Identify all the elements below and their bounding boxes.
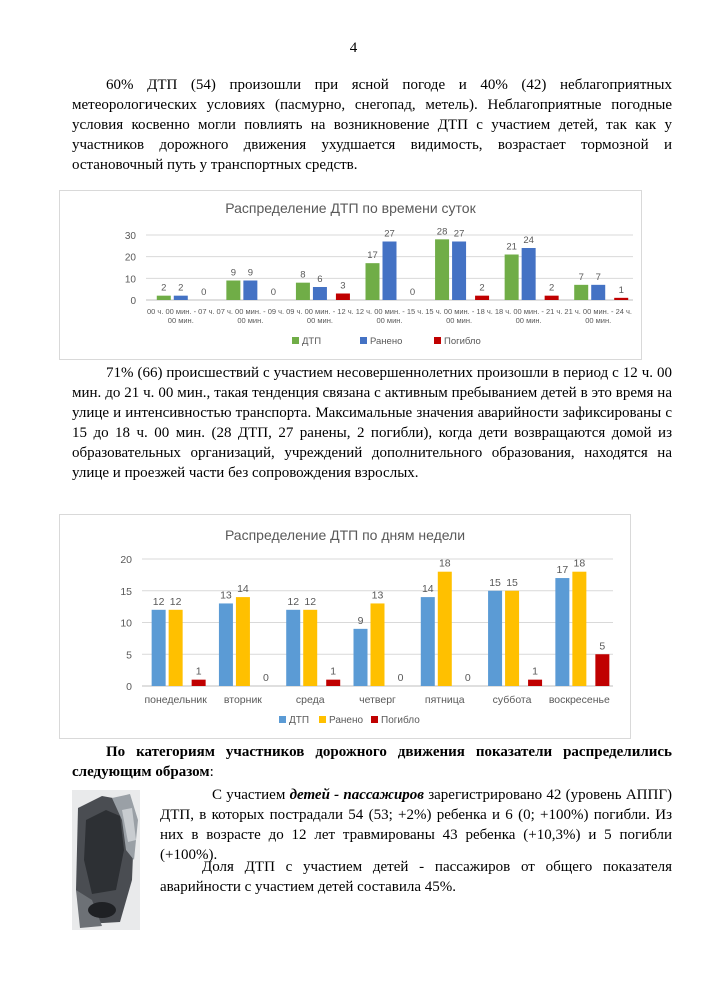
y-tick-label: 15 xyxy=(120,585,132,598)
bar-Ранено xyxy=(591,285,605,300)
data-label: 13 xyxy=(371,589,384,602)
y-tick-label: 10 xyxy=(124,274,136,286)
x-tick-label: 00 мин. xyxy=(306,316,333,325)
y-tick-label: 20 xyxy=(124,252,136,264)
x-tick-label: 12 ч. 00 мин. - 15 ч. xyxy=(355,307,424,316)
data-label: 17 xyxy=(556,564,569,577)
legend-label: ДТП xyxy=(289,715,310,726)
x-tick-label: вторник xyxy=(223,694,262,706)
legend-swatch xyxy=(360,337,367,344)
legend-label: Погибло xyxy=(381,715,420,726)
x-tick-label: 00 мин. xyxy=(376,316,403,325)
data-label: 28 xyxy=(436,226,448,238)
page-number: 4 xyxy=(349,40,358,56)
x-tick-label: 00 мин. xyxy=(446,316,473,325)
data-label: 0 xyxy=(397,672,404,684)
data-label: 8 xyxy=(300,269,306,281)
chart-day-of-week-svg xyxy=(60,515,630,738)
bar-Ранено xyxy=(236,597,250,686)
legend-label: Ранено xyxy=(329,715,364,726)
paragraph-weather-text: 60% ДТП (54) произошли при ясной погоде и 40% (42) неблагоприятных метеорологических условиях (пасмурно, снегопад, метель). Неблагоприятные погодные условия косвенно могли повлиять на возникновение ДТП с участием детей, так как у участников дорожного движения ухудшается видимость, возрастает тормозной и остановочный путь у транспортных средств. xyxy=(72,77,672,173)
data-label: 13 xyxy=(220,589,232,602)
data-label: 27 xyxy=(453,228,465,240)
legend-swatch xyxy=(279,716,286,723)
y-tick-label: 0 xyxy=(126,681,132,693)
bar-Погибло xyxy=(336,294,350,301)
legend-label: ДТП xyxy=(302,336,322,347)
data-label: 0 xyxy=(464,672,471,684)
data-label: 1 xyxy=(532,665,538,678)
x-tick-label: 21 ч. 00 мин. - 24 ч. xyxy=(564,307,633,316)
data-label: 12 xyxy=(169,595,182,608)
x-tick-label: 18 ч. 00 мин. - 21 ч. xyxy=(494,307,563,316)
x-tick-label: 15 ч. 00 мин. - 18 ч. xyxy=(425,307,493,316)
data-label: 0 xyxy=(270,287,277,298)
data-label: 0 xyxy=(409,287,416,298)
data-label: 9 xyxy=(357,614,364,627)
data-label: 1 xyxy=(195,665,202,678)
bar-Ранено xyxy=(174,296,188,300)
x-tick-label: понедельник xyxy=(144,694,207,706)
x-tick-label: пятница xyxy=(424,694,465,706)
data-label: 17 xyxy=(367,250,378,262)
bar-Ранено xyxy=(522,248,536,300)
bar-Погибло xyxy=(545,296,559,300)
passengers-text-pre: С участием xyxy=(212,787,290,803)
bar-ДТП xyxy=(226,281,240,301)
paragraph-passengers xyxy=(160,785,672,865)
data-label: 18 xyxy=(438,557,451,570)
bar-Ранено xyxy=(169,610,183,686)
bar-ДТП xyxy=(505,255,519,301)
data-label: 12 xyxy=(152,595,165,608)
bar-Ранено xyxy=(452,242,466,301)
y-tick-label: 5 xyxy=(126,649,132,662)
x-tick-label: 09 ч. 00 мин. - 12 ч. xyxy=(286,307,354,316)
bar-Ранено xyxy=(303,610,317,686)
bar-ДТП xyxy=(157,296,171,300)
paragraph-weather xyxy=(72,75,672,175)
bar-ДТП xyxy=(354,629,368,686)
bar-ДТП xyxy=(366,263,380,300)
data-label: 9 xyxy=(230,267,237,279)
legend-label: Погибло xyxy=(444,336,481,347)
legend-swatch xyxy=(434,337,441,344)
x-tick-label: 00 ч. 00 мин. - 07 ч. xyxy=(146,307,215,316)
paragraph-share xyxy=(160,857,672,897)
data-label: 15 xyxy=(506,576,518,589)
data-label: 2 xyxy=(479,282,485,294)
x-tick-label: среда xyxy=(295,694,325,706)
legend-swatch xyxy=(371,716,378,723)
passengers-text-post: зарегистрировано 42 (уровень АППГ) ДТП, в которых пострадали 54 (53; +2%) ребенка и 6 (0; +100%) погибли. Из них в возрасте до 12 лет травмированы 43 ребенка (+10,3%) и 5 погибли (+100%). xyxy=(160,787,672,863)
x-tick-label: 00 мин. xyxy=(585,316,612,325)
paragraph-time-text: 71% (66) происшествий с участием несовершеннолетних произошли в период с 12 ч. 00 мин. до 21 ч. 00 мин., такая тенденция связана с активным пребыванием детей в это время на улице и интенсивностью транспорта. Максимальные значения аварийности зафиксированы с 15 до 18 ч. 00 мин. (28 ДТП, 27 ранены, 2 погибли), когда дети возвращаются домой из образовательных организаций, учреждений дополнительного образования, находятся на улице и проезжей части без сопровождения взрослых. xyxy=(72,365,672,481)
bar-ДТП xyxy=(421,597,435,686)
bar-ДТП xyxy=(296,283,310,300)
x-tick-label: воскресенье xyxy=(548,694,610,706)
bar-ДТП xyxy=(488,591,502,686)
chart-title: Распределение ДТП по дням недели xyxy=(224,527,466,543)
chart-time-of-day xyxy=(59,190,642,360)
data-label: 21 xyxy=(506,241,517,253)
y-tick-label: 20 xyxy=(120,554,132,566)
data-label: 0 xyxy=(201,287,207,298)
paragraph-time xyxy=(72,363,672,483)
data-label: 12 xyxy=(304,595,317,608)
bar-ДТП xyxy=(435,239,449,300)
y-tick-label: 0 xyxy=(130,296,136,307)
x-tick-label: 00 мин. xyxy=(167,316,194,325)
passengers-emphasis: детей - пассажиров xyxy=(289,787,424,803)
data-label: 5 xyxy=(599,640,606,653)
x-tick-label: 07 ч. 00 мин. - 09 ч. xyxy=(216,307,285,316)
data-label: 9 xyxy=(247,267,254,279)
data-label: 2 xyxy=(178,282,184,294)
bar-Погибло xyxy=(326,680,340,686)
data-label: 24 xyxy=(523,235,534,246)
bar-Ранено xyxy=(313,287,327,300)
bar-ДТП xyxy=(286,610,300,686)
data-label: 3 xyxy=(340,280,346,292)
x-tick-label: четверг xyxy=(359,694,396,706)
bar-ДТП xyxy=(152,610,166,686)
data-label: 15 xyxy=(489,576,501,589)
data-label: 0 xyxy=(263,672,269,684)
bar-ДТП xyxy=(219,603,233,686)
data-label: 2 xyxy=(548,282,555,294)
bar-Ранено xyxy=(505,591,519,686)
bar-Ранено xyxy=(371,603,385,686)
bar-Ранено xyxy=(383,242,397,301)
chart-title: Распределение ДТП по времени суток xyxy=(225,200,476,216)
data-label: 2 xyxy=(161,282,167,294)
x-tick-label: 00 мин. xyxy=(515,316,542,325)
legend-swatch xyxy=(319,716,326,723)
chart-time-of-day-svg xyxy=(60,191,641,359)
data-label: 18 xyxy=(573,557,586,570)
car-interior-photo xyxy=(72,790,140,930)
chart-day-of-week xyxy=(59,514,631,739)
bar-Погибло xyxy=(528,680,542,686)
bar-Ранено xyxy=(243,281,257,301)
data-label: 1 xyxy=(618,284,624,296)
data-label: 1 xyxy=(330,665,337,678)
x-tick-label: суббота xyxy=(492,694,532,706)
bar-ДТП xyxy=(574,285,588,300)
bar-Ранено xyxy=(438,572,452,686)
bar-Погибло xyxy=(192,680,206,686)
data-label: 27 xyxy=(384,228,395,240)
data-label: 14 xyxy=(237,583,249,596)
data-label: 12 xyxy=(287,595,300,608)
y-tick-label: 10 xyxy=(120,617,132,630)
bar-ДТП xyxy=(555,578,569,686)
x-tick-label: 00 мин. xyxy=(237,316,264,325)
legend-label: Ранено xyxy=(370,336,403,347)
bar-Погибло xyxy=(595,654,609,686)
data-label: 7 xyxy=(595,271,601,283)
data-label: 7 xyxy=(578,271,584,283)
bar-Погибло xyxy=(475,296,489,300)
data-label: 6 xyxy=(317,274,323,285)
categories-heading: По категориям участников дорожного движения показатели распределились следующим образом xyxy=(72,744,672,780)
y-tick-label: 30 xyxy=(124,231,136,242)
bar-Ранено xyxy=(572,572,586,686)
bar-Погибло xyxy=(614,298,628,300)
paragraph-categories xyxy=(72,742,672,782)
paragraph-share-text: Доля ДТП с участием детей - пассажиров от общего показателя аварийности с участием детей составила 45%. xyxy=(160,859,672,895)
data-label: 14 xyxy=(421,583,434,596)
categories-colon: : xyxy=(209,764,214,780)
legend-swatch xyxy=(292,337,299,344)
